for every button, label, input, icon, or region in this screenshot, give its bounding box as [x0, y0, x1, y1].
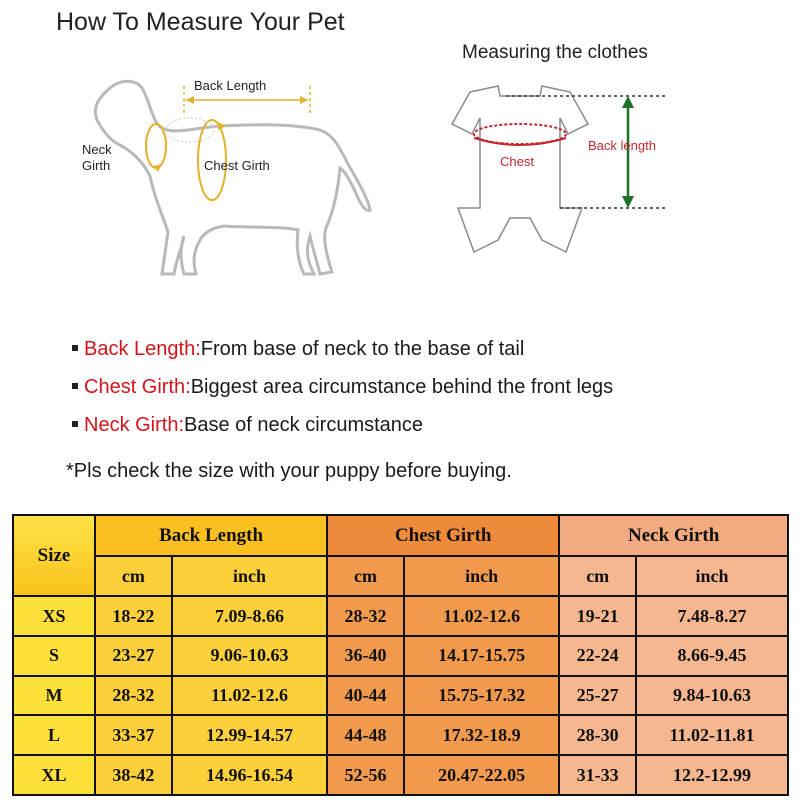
value-cell: 44-48: [327, 715, 404, 755]
definition-term: Chest Girth:: [84, 376, 191, 398]
value-cell: 25-27: [559, 676, 636, 716]
unit-header: inch: [172, 556, 327, 596]
bullet-icon: [72, 421, 78, 427]
value-cell: 8.66-9.45: [636, 636, 788, 676]
table-row: [13, 676, 788, 716]
value-cell: 12.2-12.99: [636, 755, 788, 795]
table-header-row: [13, 515, 788, 556]
value-cell: 11.02-12.6: [404, 596, 559, 636]
definition-text: From base of neck to the base of tail: [200, 338, 525, 360]
table-row: [13, 715, 788, 755]
table-row: [13, 636, 788, 676]
group-header-back-length: Back Length: [95, 515, 327, 556]
clothes-diagram-title: Measuring the clothes: [462, 42, 648, 63]
page-title: How To Measure Your Pet: [56, 8, 345, 36]
value-cell: 7.48-8.27: [636, 596, 788, 636]
value-cell: 31-33: [559, 755, 636, 795]
value-cell: 36-40: [327, 636, 404, 676]
value-cell: 11.02-11.81: [636, 715, 788, 755]
size-chart-table: [12, 514, 789, 796]
value-cell: 14.96-16.54: [172, 755, 327, 795]
value-cell: 20.47-22.05: [404, 755, 559, 795]
size-note: *Pls check the size with your puppy before buying.: [66, 460, 512, 482]
definitions-list: [72, 330, 613, 444]
value-cell: 28-30: [559, 715, 636, 755]
table-row: [13, 755, 788, 795]
value-cell: 7.09-8.66: [172, 596, 327, 636]
size-header: Size: [13, 515, 95, 596]
value-cell: 40-44: [327, 676, 404, 716]
definition-neck-girth: [72, 406, 613, 444]
unit-header: inch: [404, 556, 559, 596]
definition-term: Neck Girth:: [84, 414, 185, 436]
value-cell: 14.17-15.75: [404, 636, 559, 676]
value-cell: 12.99-14.57: [172, 715, 327, 755]
definition-text: Biggest area circumstance behind the front legs: [190, 376, 614, 398]
value-cell: 19-21: [559, 596, 636, 636]
clothes-measure-diagram: [420, 40, 710, 280]
dog-measure-diagram: [70, 60, 390, 290]
value-cell: 38-42: [95, 755, 172, 795]
value-cell: 17.32-18.9: [404, 715, 559, 755]
size-cell: L: [13, 715, 95, 755]
unit-header: cm: [95, 556, 172, 596]
group-header-neck-girth: Neck Girth: [559, 515, 788, 556]
value-cell: 15.75-17.32: [404, 676, 559, 716]
value-cell: 33-37: [95, 715, 172, 755]
back-length-garment-label: Back length: [588, 138, 656, 153]
value-cell: 11.02-12.6: [172, 676, 327, 716]
dog-silhouette: [95, 81, 370, 274]
definition-term: Back Length:: [84, 338, 201, 360]
neck-girth-label-2: Girth: [82, 158, 111, 173]
value-cell: 18-22: [95, 596, 172, 636]
size-cell: M: [13, 676, 95, 716]
value-cell: 28-32: [327, 596, 404, 636]
neck-girth-label-1: Neck: [82, 142, 112, 157]
bullet-icon: [72, 383, 78, 389]
unit-header: cm: [327, 556, 404, 596]
size-cell: XL: [13, 755, 95, 795]
definition-chest-girth: [72, 368, 613, 406]
table-unit-row: [13, 556, 788, 596]
bullet-icon: [72, 345, 78, 351]
size-cell: XS: [13, 596, 95, 636]
chest-girth-label: Chest Girth: [204, 158, 270, 173]
value-cell: 9.06-10.63: [172, 636, 327, 676]
value-cell: 23-27: [95, 636, 172, 676]
size-cell: S: [13, 636, 95, 676]
definition-back-length: [72, 330, 613, 368]
value-cell: 22-24: [559, 636, 636, 676]
unit-header: cm: [559, 556, 636, 596]
value-cell: 9.84-10.63: [636, 676, 788, 716]
group-header-chest-girth: Chest Girth: [327, 515, 559, 556]
definition-text: Base of neck circumstance: [184, 414, 424, 436]
garment-outline: [452, 86, 588, 252]
unit-header: inch: [636, 556, 788, 596]
back-length-label: Back Length: [194, 78, 267, 93]
chest-label: Chest: [500, 154, 534, 169]
table-row: [13, 596, 788, 636]
value-cell: 28-32: [95, 676, 172, 716]
value-cell: 52-56: [327, 755, 404, 795]
